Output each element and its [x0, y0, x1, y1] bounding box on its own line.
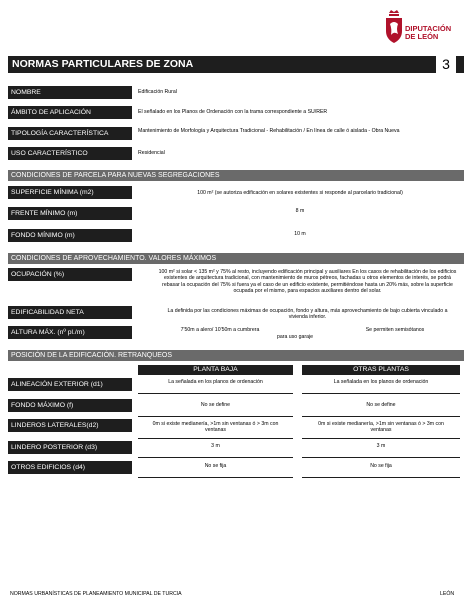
row-divider [138, 393, 293, 394]
row-label-superficie: SUPERFICIE MÍNIMA (m2) [8, 186, 132, 199]
row-divider [302, 393, 460, 394]
row-label-altura: ALTURA MÁX. (nº pl./m) [8, 326, 132, 339]
section-use-conditions: CONDICIONES DE APROVECHAMIENTO. VALORES MÁXIMOS [8, 253, 464, 264]
section-parcel-conditions: CONDICIONES DE PARCELA PARA NUEVAS SEGREGACIONES [8, 170, 464, 181]
page-number: 3 [436, 55, 456, 73]
row-label-otros-edificios: OTROS EDIFICIOS (d4) [8, 461, 132, 474]
row-label-ocupacion: OCUPACIÓN (%) [8, 268, 132, 281]
row-divider [302, 438, 460, 439]
row-value-edificabilidad: La definida por las condiciones máximas de ocupación, fondo y altura, más aprovechamiento de bajo cubierta vinculado a vivienda inferior. [167, 308, 448, 321]
row-divider [138, 416, 293, 417]
row-divider [138, 477, 293, 478]
logo-line-1: DIPUTACIÓN [405, 24, 452, 33]
row-divider [302, 457, 460, 458]
row-value-altura-3: para uso garaje [276, 334, 314, 340]
cell-linderos-laterales-ground: 0m si existe medianería, >1m sin ventanas ó > 3m con ventanas [152, 421, 279, 434]
row-value-tipologia: Mantenimiento de Morfología y Arquitectura Tradicional - Rehabilitación / En línea de calle ó aislada - Obra Nueva [138, 128, 400, 134]
column-header-planta-baja: PLANTA BAJA [138, 365, 293, 375]
row-value-uso: Residencial [138, 150, 165, 156]
cell-alineacion-ground: La señalada en los planos de ordenación [168, 379, 263, 385]
row-value-fondo: 10 m [294, 231, 306, 237]
page-title: NORMAS PARTICULARES DE ZONA [12, 58, 194, 70]
cell-linderos-laterales-upper: 0m si existe medianería, >1m sin ventanas ó > 3m con ventanas [318, 421, 444, 434]
row-label-ambito: ÁMBITO DE APLICACIÓN [8, 106, 132, 119]
row-value-nombre: Edificación Rural [138, 89, 177, 95]
cell-alineacion-upper: La señalada en los planos de ordenación [333, 379, 429, 385]
row-label-fondo-maximo: FONDO MÁXIMO (f) [8, 399, 132, 412]
cell-lindero-posterior-ground: 3 m [211, 443, 220, 449]
row-label-linderos-laterales: LINDEROS LATERALES(d2) [8, 419, 132, 432]
footer-location: LEÓN [440, 591, 455, 597]
row-value-frente: 8 m [295, 208, 305, 214]
row-label-edificabilidad: EDIFICABILIDAD NETA [8, 306, 132, 319]
footer-document-title: NORMAS URBANÍSTICAS DE PLANEAMIENTO MUNICIPAL DE TURCIA [10, 591, 182, 597]
cell-otros-edificios-ground: No se fija [204, 463, 227, 469]
row-divider [302, 416, 460, 417]
row-value-superficie: 100 m² (se autoriza edificación en solares existentes si responde al parcelario tradicional) [197, 190, 403, 196]
row-value-altura-1: 7'50m a alero/ 10'50m a cumbrera [180, 327, 260, 333]
column-header-otras-plantas: OTRAS PLANTAS [302, 365, 460, 375]
row-divider [138, 438, 293, 439]
cell-lindero-posterior-upper: 3 m [376, 443, 386, 449]
row-value-altura-2: Se permiten semisótanos [365, 327, 425, 333]
section-position: POSICIÓN DE LA EDIFICACIÓN. RETRANQUEOS [8, 350, 464, 361]
logo-text [405, 25, 451, 41]
cell-fondo-maximo-upper: No se define [366, 402, 396, 408]
row-label-lindero-posterior: LINDERO POSTERIOR (d3) [8, 441, 132, 454]
diputacion-logo [384, 9, 464, 45]
row-label-uso: USO CARACTERÍSTICO [8, 147, 132, 160]
row-divider [138, 457, 293, 458]
cell-fondo-maximo-ground: No se define [200, 402, 231, 408]
row-value-ambito: El señalado en los Planos de Ordenación con la trama correspondiente a SU/RER [138, 109, 328, 115]
row-label-frente: FRENTE MÍNIMO (m) [8, 207, 132, 220]
cell-otros-edificios-upper: No se fija [370, 463, 392, 469]
row-divider [302, 477, 460, 478]
row-label-nombre: NOMBRE [8, 86, 132, 99]
crown-shield-icon [384, 9, 404, 45]
logo-line-2: DE LEÓN [405, 32, 439, 41]
row-label-fondo: FONDO MÍNIMO (m) [8, 229, 132, 242]
row-label-tipologia: TIPOLOGÍA CARACTERÍSTICA [8, 127, 132, 140]
title-bar [8, 56, 464, 73]
row-label-alineacion: ALINEACIÓN EXTERIOR (d1) [8, 378, 132, 391]
row-value-ocupacion: 100 m² si solar < 135 m² y 75% al resto, incluyendo edificación principal y auxiliares En los casos de rehabilitación de los edificios existentes de arquitectura tradicional, con mantenimiento de muros pétreos, fachadas u otros elementos de interés, se podrá rebasar la ocupación del 75% si fuera ya el caso de un edificio existente, permitiéndose hasta un 20% más, sobre la superficie ocupada por el mismo, para espacios auxiliares dentro del solar. [158, 269, 457, 294]
